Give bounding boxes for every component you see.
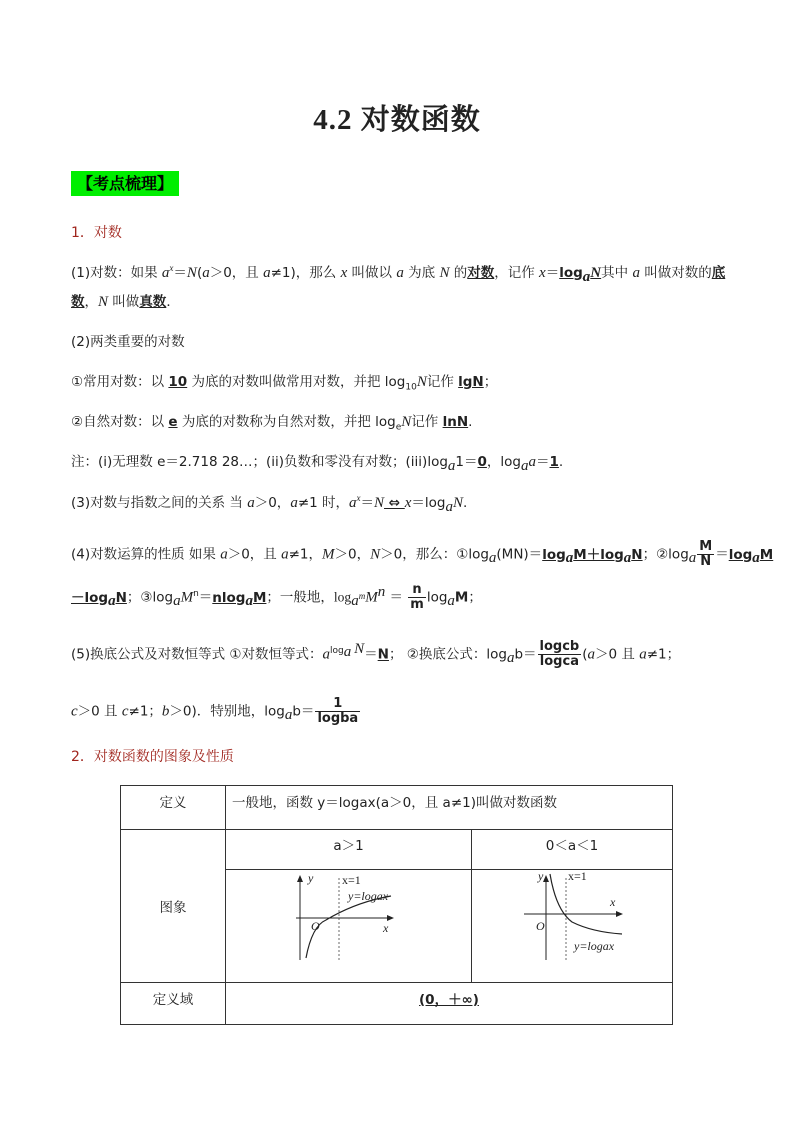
graph1-vline-label: x=1	[342, 873, 361, 887]
graph1-x-label: x	[383, 921, 389, 935]
page-title: 4.2 对数函数	[313, 104, 481, 136]
graph2-vline-label: x=1	[568, 870, 587, 883]
para-3-relation: (3)对数与指数之间的关系 当 a＞0，a≠1 时，$a^x=N$ ⇔ $x=\log_aN$.	[71, 493, 468, 515]
para-common-log: ①常用对数：以 10 为底的对数叫做常用对数，并把 $\log_{10}N$记作 lgN；	[71, 374, 498, 393]
table-row-domain	[121, 983, 673, 1025]
cell-graph-label: 图象	[121, 830, 226, 983]
section-2-heading: 2．对数函数的图象及性质	[71, 749, 234, 765]
graph-increasing-log	[226, 870, 471, 978]
para-note: 注：(i)无理数 e＝2.718 28…；(ii)负数和零没有对数；$(iii)\log_a1=0$，$\log_aa=1$.	[71, 454, 564, 474]
graph1-origin-label: O	[311, 919, 320, 933]
para-4-line-1: (4)对数运算的性质 如果 a＞0，且 a≠1，M＞0，N＞0，那么：$①\log_a(MN)=\log_aM+\log_aN$；$②\log_a$ $\frac{M}{N}$ $=\log_aM$	[71, 539, 774, 569]
cell-col-a-gt-1: a＞1	[226, 830, 472, 870]
log-function-table	[120, 785, 673, 1025]
para-4-line-2: $-\log_aN$；$③\log_aM^n=nlog_aM$；一般地，$\log_{a^m}M^n$ ＝ $\frac{n}{m}$ $\log_aM$；	[71, 582, 482, 612]
para-2: (2)两类重要的对数	[71, 334, 185, 350]
para-1-line-1: (1)对数：如果 $a^x=N(a>0$，且 a≠1)，那么 x 叫做以 a 为底 N 的对数，记作 $x=\log_aN$其中 a 叫做对数的底	[71, 263, 726, 285]
section-tag: 【考点梳理】	[71, 171, 179, 196]
graph1-y-label: y	[308, 871, 314, 885]
section-1-heading: 1．对数	[71, 225, 122, 241]
cell-domain-value: (0，＋∞)	[226, 983, 673, 1025]
para-1-line-2: 数，N 叫做真数．	[71, 294, 180, 310]
cell-col-a-lt-1: 0＜a＜1	[472, 830, 673, 870]
cell-definition-text: 一般地，函数 y＝logax(a＞0，且 a≠1)叫做对数函数	[226, 786, 673, 830]
cell-definition-label: 定义	[121, 786, 226, 830]
cell-domain-label: 定义域	[121, 983, 226, 1025]
graph2-y-label: y	[538, 870, 544, 883]
table-row-graph-header	[121, 830, 673, 870]
graph2-origin-label: O	[536, 919, 545, 933]
graph-decreasing-log	[472, 870, 672, 978]
para-natural-log: ②自然对数：以 e 为底的对数称为自然对数，并把 $\log_eN$记作 lnN.	[71, 414, 473, 433]
graph1-curve-label: y=logax	[348, 889, 389, 903]
para-5-line-2: c＞0 且 c≠1；b＞0)．特别地，$\log_ab=$ $\frac{1}{\text{logba}}$	[71, 696, 359, 726]
cell-graph-a-lt-1	[472, 870, 673, 983]
cell-graph-a-gt-1	[226, 870, 472, 983]
table-row-definition	[121, 786, 673, 830]
graph2-curve-label: y=logax	[574, 939, 615, 953]
para-5-line-1: (5)换底公式及对数恒等式 ①对数恒等式：$a^{log_a N}=N$； ②换底公式：$\log_ab=$ $\frac{\text{logcb}}{\text{logca}}$ (a＞0 且 a≠1；	[71, 639, 681, 669]
graph2-x-label: x	[610, 895, 616, 909]
